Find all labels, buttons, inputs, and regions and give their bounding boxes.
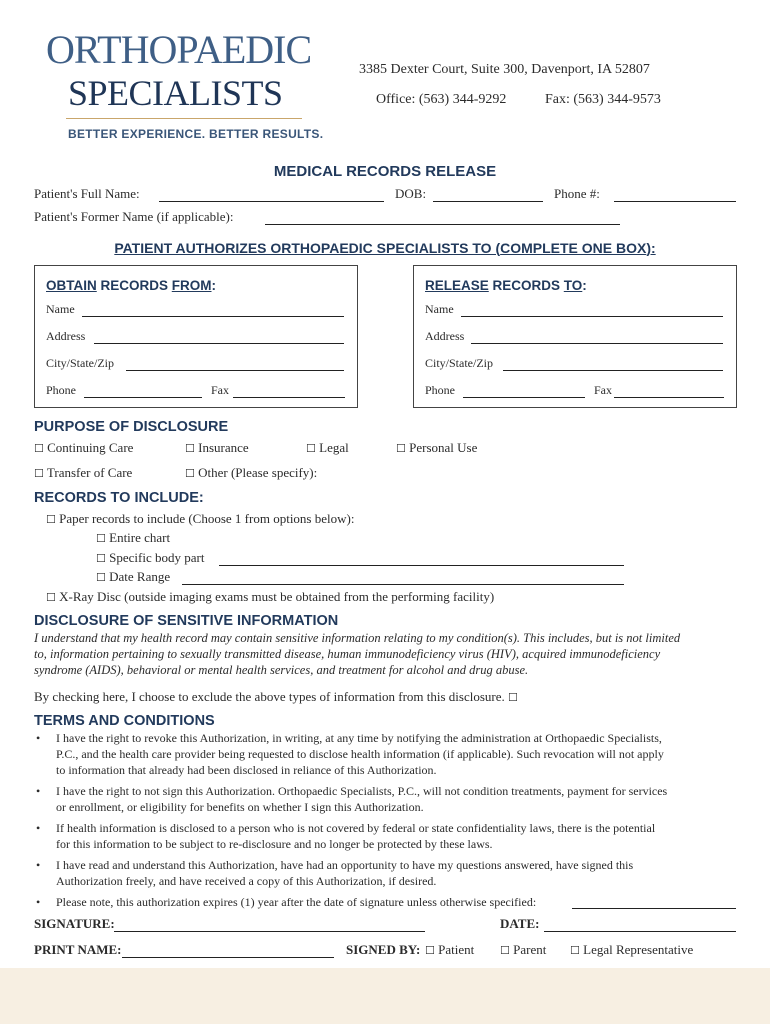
bullet-icon: •: [36, 784, 41, 798]
signed-by-parent[interactable]: ☐ Parent: [500, 942, 547, 957]
patient-name-field[interactable]: [34, 186, 384, 202]
signed-by-label: SIGNED BY:: [346, 942, 421, 957]
signature-label: SIGNATURE:: [34, 916, 115, 931]
purpose-heading: PURPOSE OF DISCLOSURE: [34, 419, 229, 435]
obtain-phone-field[interactable]: Phone: [46, 383, 206, 398]
date-label: DATE:: [500, 916, 540, 931]
obtain-heading: OBTAIN RECORDS FROM:: [46, 278, 217, 293]
release-city-field[interactable]: City/State/Zip: [425, 356, 725, 371]
sensitive-text: I understand that my health record may contain sensitive information relating to my condition(s). This includes, but is not limited to, information pertaining to sexually transmitted disease, human immunodeficiency virus (HIV), acquired immunodeficiency syndrome (AIDS), behavioral or mental health services, and treatment for alcohol and drug abuse.: [34, 631, 681, 677]
date-field[interactable]: [500, 916, 736, 932]
checkbox-icon[interactable]: ☐: [508, 691, 518, 704]
former-name-field[interactable]: [34, 209, 620, 225]
signature-field[interactable]: [34, 916, 426, 932]
patient-name-label: Patient's Full Name:: [34, 186, 140, 201]
checkbox-icon[interactable]: ☐: [425, 944, 435, 957]
signed-by-legal-rep[interactable]: ☐ Legal Representative: [570, 942, 694, 957]
bullet-icon: •: [36, 895, 41, 909]
purpose-continuing-care[interactable]: ☐ Continuing Care: [34, 440, 134, 455]
sensitive-heading: DISCLOSURE OF SENSITIVE INFORMATION: [34, 613, 339, 629]
authorize-heading: PATIENT AUTHORIZES ORTHOPAEDIC SPECIALISTS TO (COMPLETE ONE BOX):: [114, 240, 656, 256]
checkbox-icon[interactable]: ☐: [396, 442, 406, 455]
signed-by-patient[interactable]: ☐ Patient: [425, 942, 475, 957]
checkbox-icon[interactable]: ☐: [34, 467, 44, 480]
bullet-icon: •: [36, 821, 41, 835]
obtain-records-box: [34, 265, 358, 408]
purpose-transfer-of-care[interactable]: ☐ Transfer of Care: [34, 465, 133, 480]
contact-fax: Fax: (563) 344-9573: [545, 92, 661, 107]
records-body-part[interactable]: ☐ Specific body part: [96, 550, 624, 566]
contact-address: 3385 Dexter Court, Suite 300, Davenport, IA 52807: [359, 62, 650, 77]
checkbox-icon[interactable]: ☐: [96, 552, 106, 565]
release-name-field[interactable]: Name: [425, 302, 725, 317]
terms-heading: TERMS AND CONDITIONS: [34, 713, 215, 729]
purpose-legal[interactable]: ☐ Legal: [306, 440, 349, 455]
checkbox-icon[interactable]: ☐: [46, 591, 56, 604]
dob-label: DOB:: [395, 186, 427, 201]
print-name-field[interactable]: [34, 942, 334, 958]
former-name-label: Patient's Former Name (if applicable):: [34, 209, 234, 224]
purpose-personal-use[interactable]: ☐ Personal Use: [396, 440, 478, 455]
obtain-fax-field[interactable]: Fax: [211, 383, 346, 398]
checkbox-icon[interactable]: ☐: [46, 513, 56, 526]
checkbox-icon[interactable]: ☐: [96, 532, 106, 545]
checkbox-icon[interactable]: ☐: [500, 944, 510, 957]
logo: [46, 26, 336, 146]
records-xray[interactable]: ☐ X-Ray Disc (outside imaging exams must be obtained from the performing facility): [46, 589, 495, 604]
form-title: MEDICAL RECORDS RELEASE: [273, 163, 497, 180]
checkbox-icon[interactable]: ☐: [96, 571, 106, 584]
release-phone-field[interactable]: Phone: [425, 383, 585, 398]
checkbox-icon[interactable]: ☐: [570, 944, 580, 957]
release-fax-field[interactable]: Fax: [594, 383, 724, 398]
sensitive-exclude[interactable]: By checking here, I choose to exclude the above types of information from this disclosure. ☐: [34, 689, 518, 704]
release-heading: RELEASE RECORDS TO:: [425, 278, 587, 293]
logo-line1: ORTHOPAEDIC: [46, 27, 312, 72]
release-records-box: [413, 265, 737, 408]
logo-rule: [66, 118, 302, 119]
checkbox-icon[interactable]: ☐: [185, 467, 195, 480]
records-date-range[interactable]: ☐ Date Range: [96, 569, 624, 585]
bullet-icon: •: [36, 731, 41, 745]
release-address-field[interactable]: Address: [425, 329, 725, 344]
bullet-icon: •: [36, 858, 41, 872]
checkbox-icon[interactable]: ☐: [185, 442, 195, 455]
print-name-label: PRINT NAME:: [34, 942, 122, 957]
phone-label: Phone #:: [554, 186, 600, 201]
logo-line2: SPECIALISTS: [68, 73, 283, 113]
obtain-city-field[interactable]: City/State/Zip: [46, 356, 346, 371]
obtain-name-field[interactable]: Name: [46, 302, 346, 317]
phone-field[interactable]: [554, 186, 736, 202]
purpose-other[interactable]: ☐ Other (Please specify):: [185, 465, 318, 480]
purpose-insurance[interactable]: ☐ Insurance: [185, 440, 249, 455]
obtain-address-field[interactable]: Address: [46, 329, 346, 344]
footer-band: [0, 968, 770, 1024]
logo-tagline: BETTER EXPERIENCE. BETTER RESULTS.: [68, 127, 324, 141]
records-paper[interactable]: ☐ Paper records to include (Choose 1 from options below):: [46, 511, 355, 526]
records-entire-chart[interactable]: ☐ Entire chart: [96, 530, 171, 545]
contact-office: Office: (563) 344-9292: [376, 92, 507, 107]
checkbox-icon[interactable]: ☐: [306, 442, 316, 455]
records-heading: RECORDS TO INCLUDE:: [34, 490, 204, 506]
dob-field[interactable]: [395, 186, 545, 202]
checkbox-icon[interactable]: ☐: [34, 442, 44, 455]
